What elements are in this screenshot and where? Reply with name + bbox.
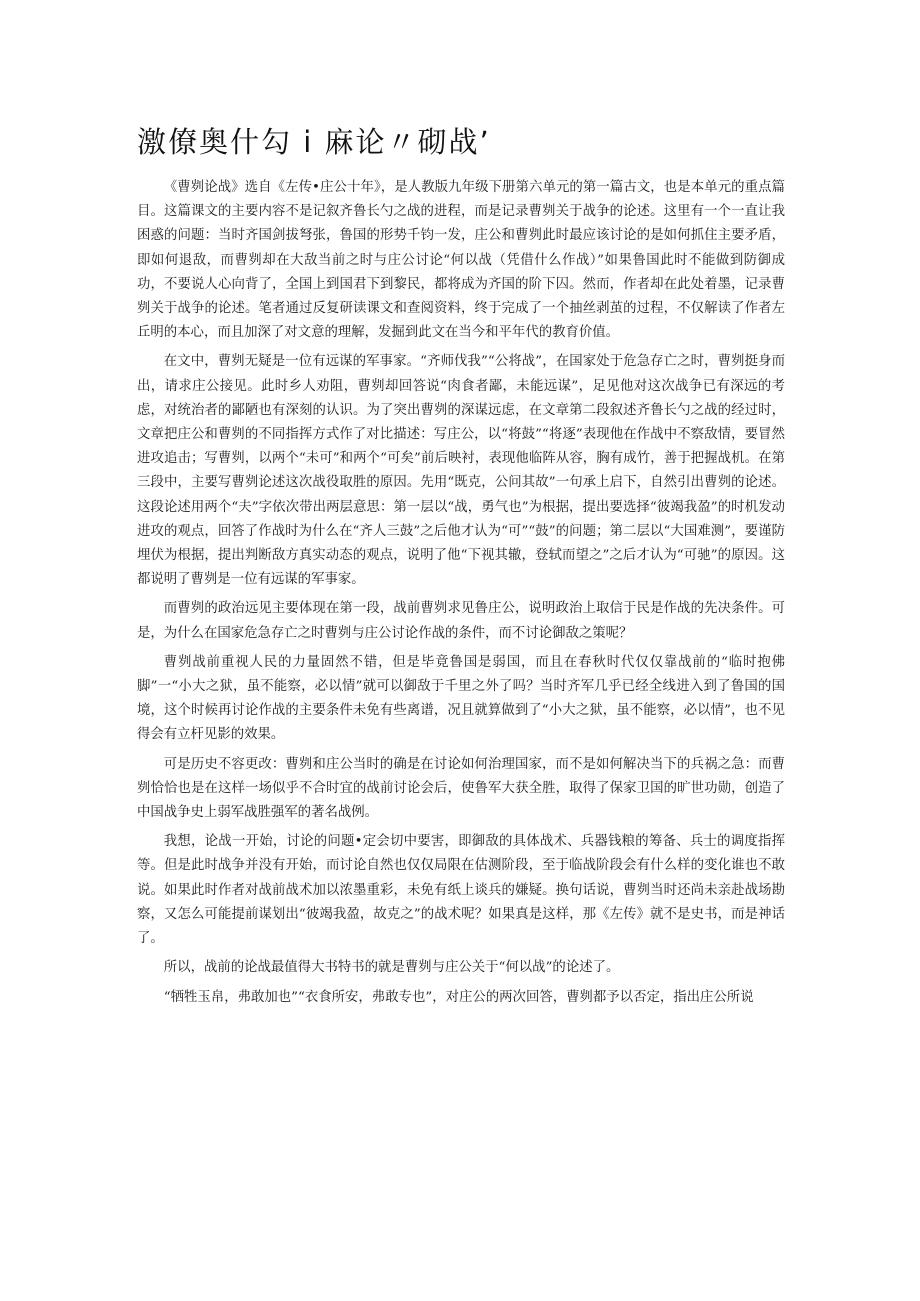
paragraph-4: 曹刿战前重视人民的力量固然不错，但是毕竟鲁国是弱国，而且在春秋时代仅仅靠战前的“临时抱佛脚”一“小大之狱，虽不能察，必以情”就可以御敌于千里之外了吗？当时齐军几乎已经全线进入到了鲁国的国境，这个时候再讨论作战的主要条件未免有些离谱，况且就算做到了“小大之狱，虽不能察，必以情”，也不见得会有立杆见影的效果。 bbox=[137, 654, 785, 743]
paragraph-7: 所以，战前的论战最值得大书特书的就是曹刿与庄公关于“何以战”的论述了。 bbox=[163, 960, 620, 976]
document-title: 激僚奥什勾 i 麻论〃砌战’ bbox=[137, 125, 491, 159]
document-body bbox=[137, 176, 785, 1015]
paragraph-1: 《曹刿论战》选自《左传•庄公十年》，是人教版九年级下册第六单元的第一篇古文，也是本单元的重点篇目。这篇课文的主要内容不是记叙齐鲁长勺之战的进程，而是记录曹刿关于战争的论述。这里有一个一直让我困惑的问题：当时齐国剑拔弩张，鲁国的形势千钧一发，庄公和曹刿此时最应该讨论的是如何抓住主要矛盾，即如何退敌，而曹刿却在大敌当前之时与庄公讨论“何以战（凭借什么作战）”如果鲁国此时不能做到防御成功，不要说人心向背了，全国上到国君下到黎民，都将成为齐国的阶下囚。然而，作者却在此处着墨，记录曹刿关于战争的论述。笔者通过反复研读课文和查阅资料，终于完成了一个抽丝剥茧的过程，不仅解读了作者左丘明的本心，而且加深了对文意的理解，发掘到此文在当今和平年代的教育价值。 bbox=[137, 180, 785, 341]
paragraph-3: 而曹刿的政治远见主要体现在第一段，战前曹刿求见鲁庄公，说明政治上取信于民是作战的先决条件。可是，为什么在国家危急存亡之时曹刿与庄公讨论作战的条件，而不讨论御敌之策呢？ bbox=[137, 601, 785, 641]
paragraph-5: 可是历史不容更改：曹刿和庄公当时的确是在讨论如何治理国家，而不是如何解决当下的兵祸之急：而曹刿恰恰也是在这样一场似乎不合时宜的战前讨论会后，使鲁军大获全胜，取得了保家卫国的旷世功勋，创造了中国战争史上弱军战胜强军的著名战例。 bbox=[137, 756, 785, 821]
paragraph-8: “牺牲玉帛，弗敢加也”“衣食所安，弗敢专也”，对庄公的两次回答，曹刿都予以否定，指出庄公所说 bbox=[163, 989, 754, 1005]
paragraph-2: 在文中，曹刿无疑是一位有远谋的军事家。“齐师伐我”“公将战”，在国家处于危急存亡之时，曹刿挺身而出，请求庄公接见。此时乡人劝阻，曹刿却回答说“肉食者鄙，未能远谋”，足见他对这次战争已有深远的考虑，对统治者的鄙陋也有深刻的认识。为了突出曹刿的深谋远虑，在文章第二段叙述齐鲁长勺之战的经过时，文章把庄公和曹刿的不同指挥方式作了对比描述：写庄公，以“将鼓”“将逐”表现他在作战中不察敌情，要冒然进攻追击；写曹刿，以两个“未可”和两个“可矣”前后映衬，表现他临阵从容，胸有成竹，善于把握战机。在第三段中，主要写曹刿论述这次战役取胜的原因。先用“既克，公问其故”一句承上启下，自然引出曹刿的论述。这段论述用两个“夫”字依次带出两层意思：第一层以“战，勇气也”为根据，提出要选择“彼竭我盈”的时机发动进攻的观点，回答了作战时为什么在“齐人三鼓”之后他才认为“可”“鼓”的问题；第二层以“大国难测”，要谨防埋伏为根据，提出判断敌方真实动态的观点，说明了他“下视其辙，登轼而望之”之后才认为“可驰”的原因。这都说明了曹刿是一位有远谋的军事家。 bbox=[137, 354, 785, 588]
paragraph-6: 我想，论战一开始，讨论的问题•定会切中要害，即御敌的具体战术、兵器钱粮的筹备、兵士的调度指挥等。但是此时战争并没有开始，而讨论自然也仅仅局限在估测阶段，至于临战阶段会有什么样的变化谁也不敢说。如果此时作者对战前战术加以浓墨重彩，未免有纸上谈兵的嫌疑。换句话说，曹刿当时还尚未亲赴战场勘察，又怎么可能提前谋划出“彼竭我盈，故克之”的战术呢？如果真是这样，那《左传》就不是史书，而是神话了。 bbox=[137, 834, 785, 947]
